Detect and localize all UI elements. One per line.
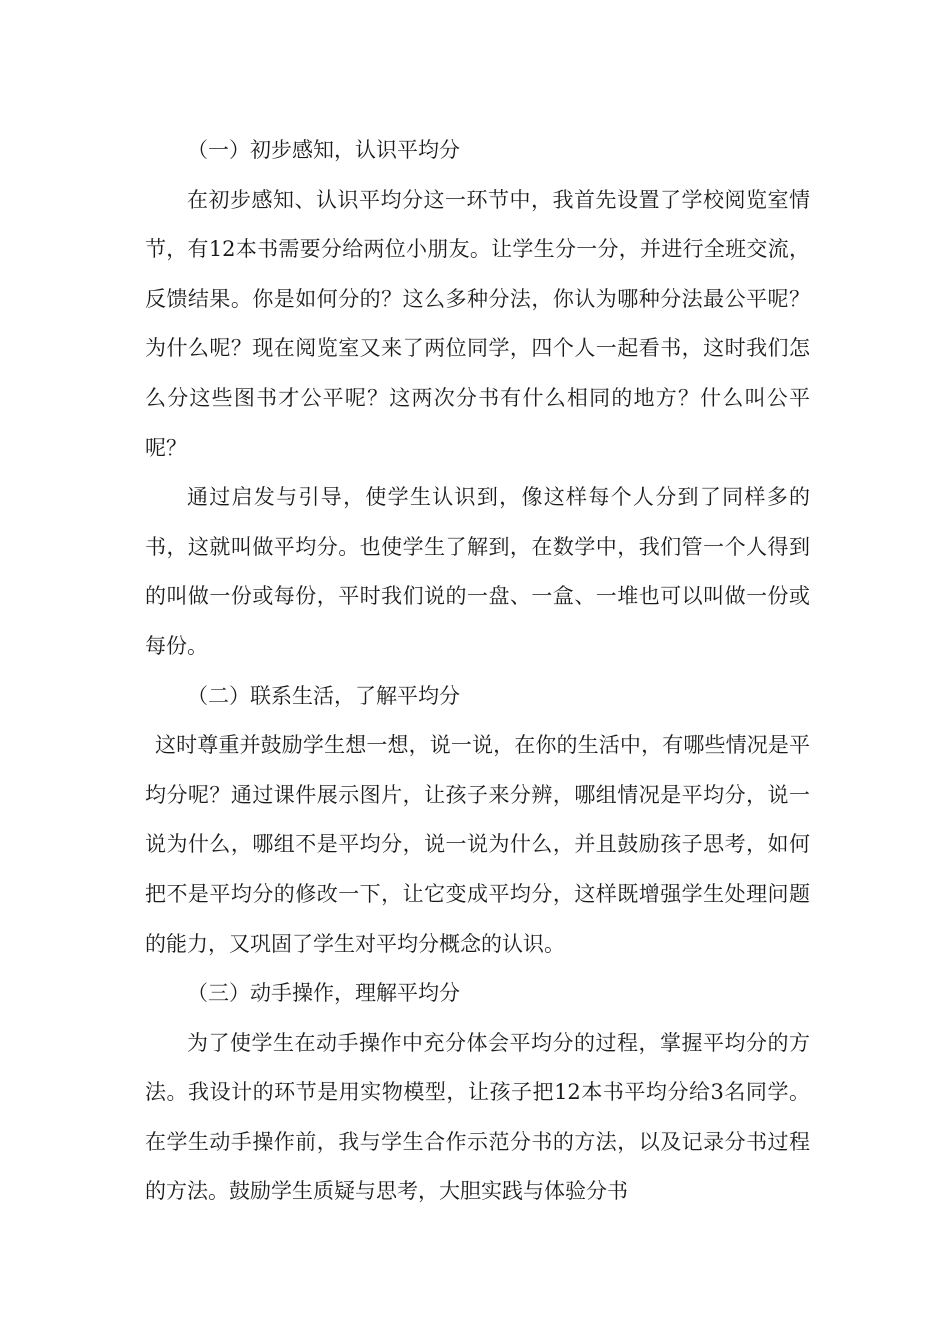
section-heading-1: （一）初步感知，认识平均分	[187, 138, 460, 162]
section-2-paragraph-1: 这时尊重并鼓励学生想一想，说一说，在你的生活中，有哪些情况是平均分呢？通过课件展示图片，让孩子来分辨，哪组情况是平均分，说一说为什么，哪组不是平均分，说一说为什么，并且鼓励孩子思考，如何把不是平均分的修改一下，让它变成平均分，这样既增强学生处理问题的能力，又巩固了学生对平均分概念的认识。	[145, 733, 810, 956]
section-3-paragraph-1: 为了使学生在动手操作中充分体会平均分的过程，掌握平均分的方法。我设计的环节是用实物模型，让孩子把12本书平均分给3名同学。在学生动手操作前，我与学生合作示范分书的方法，以及记录分书过程的方法。鼓励学生质疑与思考，大胆实践与体验分书	[145, 1030, 810, 1204]
section-heading-2: （二）联系生活，了解平均分	[187, 683, 460, 708]
section-1-paragraph-2: 通过启发与引导，使学生认识到，像这样每个人分到了同样多的书，这就叫做平均分。也使学生了解到，在数学中，我们管一个人得到的叫做一份或每份，平时我们说的一盘、一盒、一堆也可以叫做一份或每份。	[145, 485, 810, 658]
section-1-paragraph-1: 在初步感知、认识平均分这一环节中，我首先设置了学校阅览室情节，有12本书需要分给两位小朋友。让学生分一分，并进行全班交流，反馈结果。你是如何分的？这么多种分法，你认为哪种分法最公平呢？为什么呢？现在阅览室又来了两位同学，四个人一起看书，这时我们怎么分这些图书才公平呢？这两次分书有什么相同的地方？什么叫公平呢？	[145, 187, 810, 460]
document-body	[145, 126, 810, 1217]
section-heading-3: （三）动手操作，理解平均分	[187, 981, 460, 1006]
